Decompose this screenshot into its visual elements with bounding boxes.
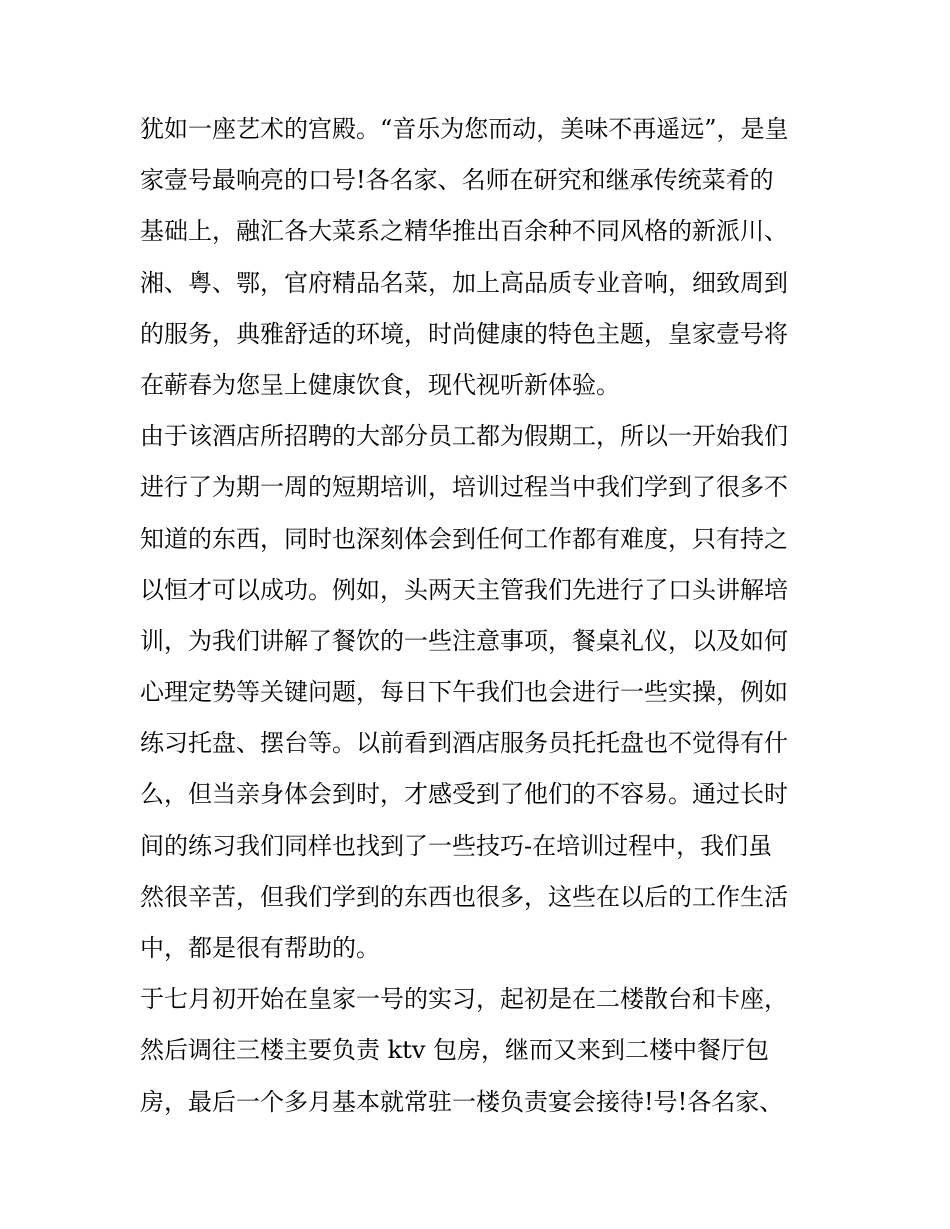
- text-line-18: 于七月初开始在皇家一号的实习，起初是在二楼散台和卡座，: [140, 985, 788, 1014]
- text-line-3: 基础上，融汇各大菜系之精华推出百余种不同风格的新派川、: [140, 217, 788, 246]
- text-line-20: 房，最后一个多月基本就常驻一楼负责宴会接待!号!各名家、: [140, 1087, 784, 1116]
- text-line-7: 由于该酒店所招聘的大部分员工都为假期工，所以一开始我们: [140, 422, 788, 451]
- text-line-11: 训，为我们讲解了餐饮的一些注意事项，餐桌礼仪，以及如何: [140, 626, 788, 655]
- text-line-6: 在蕲春为您呈上健康饮食，现代视听新体验。: [140, 370, 620, 399]
- text-line-10: 以恒才可以成功。例如，头两天主管我们先进行了口头讲解培: [140, 575, 788, 604]
- text-line-8: 进行了为期一周的短期培训，培训过程当中我们学到了很多不: [140, 473, 788, 502]
- document-body: [140, 104, 820, 1128]
- text-line-1: 犹如一座艺术的宫殿。“音乐为您而动，美味不再遥远”，是皇: [140, 115, 789, 143]
- text-line-9: 知道的东西，同时也深刻体会到任何工作都有难度，只有持之: [140, 524, 788, 553]
- text-line-13: 练习托盘、摆台等。以前看到酒店服务员托托盘也不觉得有什: [140, 729, 788, 758]
- text-line-15: 间的练习我们同样也找到了一些技巧-在培训过程中，我们虽: [140, 831, 773, 860]
- text-line-16: 然很辛苦，但我们学到的东西也很多，这些在以后的工作生活: [140, 882, 788, 911]
- text-line-19: 然后调往三楼主要负责 ktv 包房，继而又来到二楼中餐厅包: [140, 1036, 770, 1065]
- text-line-17: 中，都是很有帮助的。: [140, 934, 380, 962]
- text-line-14: 么，但当亲身体会到时，才感受到了他们的不容易。通过长时: [140, 780, 788, 809]
- text-line-2: 家壹号最响亮的口号!各名家、名师在研究和继承传统菜肴的: [140, 166, 774, 195]
- text-line-4: 湘、粤、鄂，官府精品名菜，加上高品质专业音响，细致周到: [140, 268, 788, 297]
- text-line-5: 的服务，典雅舒适的环境，时尚健康的特色主题，皇家壹号将: [140, 319, 788, 348]
- text-line-12: 心理定势等关键问题，每日下午我们也会进行一些实操，例如: [140, 678, 788, 707]
